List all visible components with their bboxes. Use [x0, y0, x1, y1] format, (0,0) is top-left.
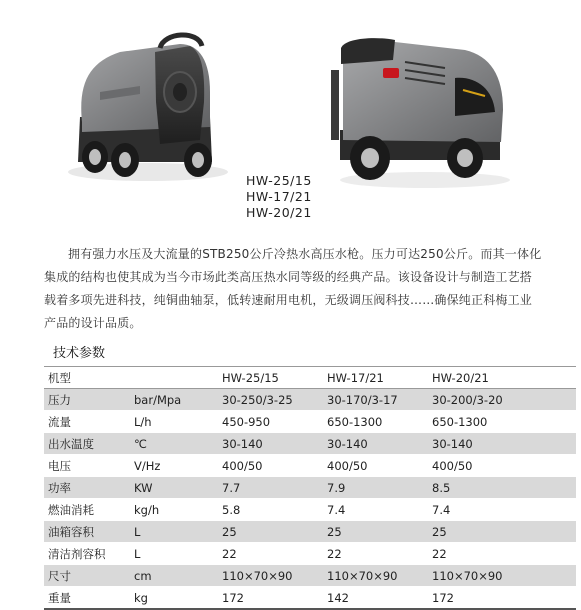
spec-value: 8.5	[428, 477, 576, 499]
spec-header-cell: HW-17/21	[323, 367, 428, 389]
spec-parameter-name: 清洁剂容积	[44, 543, 130, 565]
spec-parameter-name: 油箱容积	[44, 521, 130, 543]
spec-value: 30-170/3-17	[323, 389, 428, 411]
spec-value: 400/50	[323, 455, 428, 477]
spec-value: 110×70×90	[323, 565, 428, 587]
spec-value: 400/50	[218, 455, 323, 477]
spec-parameter-name: 出水温度	[44, 433, 130, 455]
spec-row	[44, 411, 576, 433]
spec-section-title: 技术参数	[53, 346, 106, 361]
spec-value: 22	[428, 543, 576, 565]
spec-value: 400/50	[428, 455, 576, 477]
spec-unit: kg/h	[130, 499, 218, 521]
spec-value: 22	[218, 543, 323, 565]
spec-value: 22	[323, 543, 428, 565]
spec-row	[44, 565, 576, 587]
spec-unit: KW	[130, 477, 218, 499]
spec-value: 172	[218, 587, 323, 610]
spec-parameter-name: 流量	[44, 411, 130, 433]
spec-row	[44, 455, 576, 477]
spec-header-cell: HW-25/15	[218, 367, 323, 389]
spec-value: 650-1300	[323, 411, 428, 433]
spec-row	[44, 521, 576, 543]
spec-value: 30-250/3-25	[218, 389, 323, 411]
spec-value: 25	[218, 521, 323, 543]
spec-parameter-name: 功率	[44, 477, 130, 499]
spec-header-cell: 机型	[44, 367, 130, 389]
model-name: HW-17/21	[246, 189, 312, 204]
spec-value: 7.7	[218, 477, 323, 499]
spec-value: 142	[323, 587, 428, 610]
spec-unit: L	[130, 521, 218, 543]
spec-parameter-name: 重量	[44, 587, 130, 610]
spec-unit: L	[130, 543, 218, 565]
spec-header-cell: HW-20/21	[428, 367, 576, 389]
spec-row	[44, 477, 576, 499]
spec-unit: kg	[130, 587, 218, 610]
model-list	[246, 173, 312, 221]
spec-value: 7.4	[323, 499, 428, 521]
model-name: HW-20/21	[246, 205, 312, 220]
model-name: HW-25/15	[246, 173, 312, 188]
spec-header-row	[44, 367, 576, 389]
spec-value: 7.4	[428, 499, 576, 521]
spec-unit: cm	[130, 565, 218, 587]
spec-parameter-name: 尺寸	[44, 565, 130, 587]
spec-row	[44, 389, 576, 411]
spec-parameter-name: 压力	[44, 389, 130, 411]
spec-value: 5.8	[218, 499, 323, 521]
spec-unit: V/Hz	[130, 455, 218, 477]
spec-header-cell	[130, 367, 218, 389]
pressure-washer-rear-image	[60, 22, 230, 192]
spec-value: 110×70×90	[428, 565, 576, 587]
spec-row	[44, 433, 576, 455]
spec-value: 25	[428, 521, 576, 543]
spec-row	[44, 499, 576, 521]
spec-unit: L/h	[130, 411, 218, 433]
spec-value: 30-140	[428, 433, 576, 455]
spec-parameter-name: 燃油消耗	[44, 499, 130, 521]
spec-value: 7.9	[323, 477, 428, 499]
spec-value: 30-140	[323, 433, 428, 455]
spec-value: 450-950	[218, 411, 323, 433]
spec-unit: ℃	[130, 433, 218, 455]
spec-parameter-name: 电压	[44, 455, 130, 477]
spec-value: 650-1300	[428, 411, 576, 433]
spec-value: 172	[428, 587, 576, 610]
spec-table	[44, 366, 576, 610]
spec-row	[44, 587, 576, 610]
spec-value: 110×70×90	[218, 565, 323, 587]
spec-value: 25	[323, 521, 428, 543]
spec-unit: bar/Mpa	[130, 389, 218, 411]
pressure-washer-side-image	[325, 30, 510, 190]
product-description: 拥有强力水压及大流量的STB250公斤冷热水高压水枪。压力可达250公斤。而其一体化集成的结构也使其成为当今市场此类高压热水同等级的经典产品。该设备设计与制造工艺搭载着多项先进科技，纯铜曲轴泵，低转速耐用电机，无级调压阀科技……确保纯正科梅工业产品的设计品质。	[44, 247, 542, 330]
spec-value: 30-200/3-20	[428, 389, 576, 411]
spec-row	[44, 543, 576, 565]
spec-value: 30-140	[218, 433, 323, 455]
